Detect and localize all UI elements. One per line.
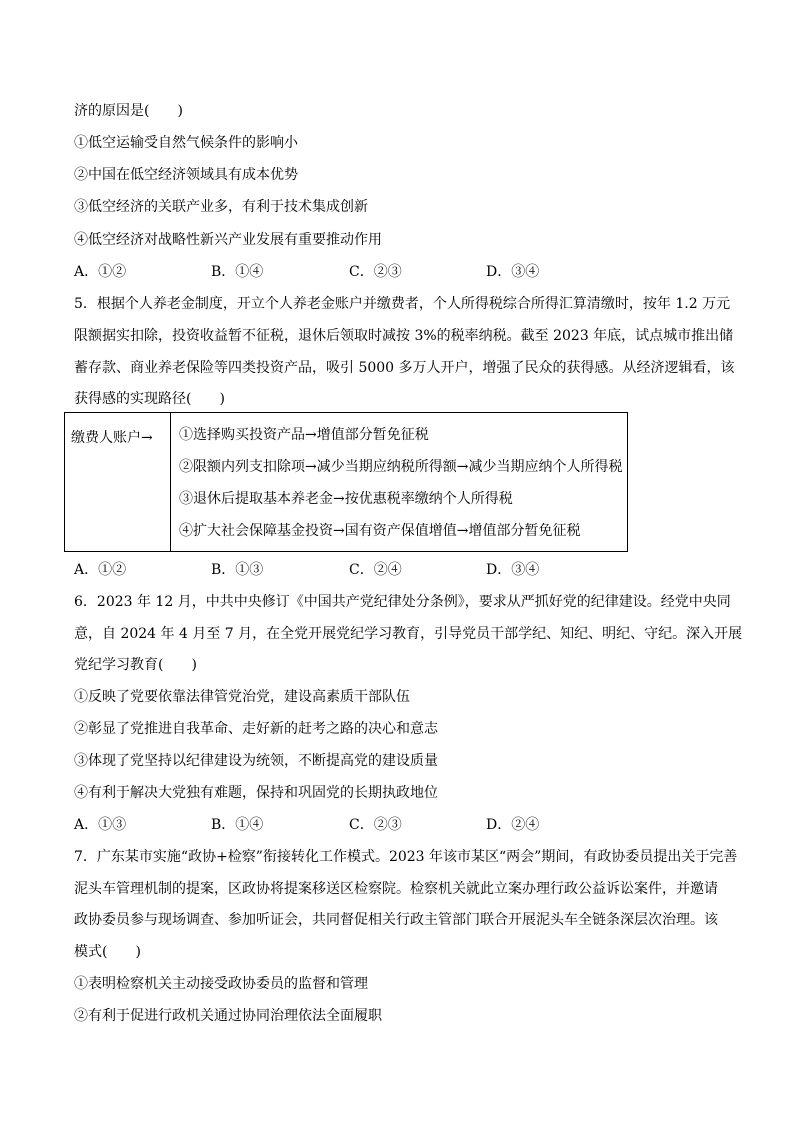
q5-stem-line-2: 限额据实扣除，投资收益暂不征税，退休后领取时减按 3%的税率纳税。截至 2023 年底，试点城市推出储 xyxy=(74,328,734,344)
q5-stem-line-3: 蓄存款、商业养老保险等四类投资产品，吸引 5000 多万人开户，增强了民众的获得感。从经济逻辑看，该 xyxy=(74,360,735,376)
q6-option-c: C．②③ xyxy=(349,817,402,833)
q5-step-3: ③退休后提取基本养老金→按优惠税率缴纳个人所得税 xyxy=(179,491,513,507)
q4-item-4: ④低空经济对战略性新兴产业发展有重要推动作用 xyxy=(74,232,382,248)
q7-stem-line-2: 泥头车管理机制的提案，区政协将提案移送区检察院。检察机关就此立案办理行政公益诉讼案件，并邀请 xyxy=(74,881,718,897)
q5-path-table xyxy=(64,412,628,552)
q5-table-lead: 缴费人账户→ xyxy=(65,413,171,552)
q5-step-2: ②限额内列支扣除项→减少当期应纳税所得额→减少当期应纳个人所得税 xyxy=(179,459,623,475)
q4-item-1: ①低空运输受自然气候条件的影响小 xyxy=(74,135,298,151)
q4-option-c: C．②③ xyxy=(349,264,402,280)
q6-item-1: ①反映了党要依靠法律管党治党，建设高素质干部队伍 xyxy=(74,689,410,705)
q4-stem-end: 济的原因是( ) xyxy=(74,103,183,119)
q7-stem-line-4: 模式( ) xyxy=(74,944,141,960)
q6-option-b: B．①④ xyxy=(211,817,264,833)
q5-stem-line-1: 5．根据个人养老金制度，开立个人养老金账户并缴费者，个人所得税综合所得汇算清缴时，按年 1.2 万元 xyxy=(74,296,731,312)
q5-option-d: D．③④ xyxy=(486,562,540,578)
q5-step-4: ④扩大社会保障基金投资→国有资产保值增值→增值部分暂免征税 xyxy=(179,523,581,539)
q6-item-2: ②彰显了党推进自我革命、走好新的赶考之路的决心和意志 xyxy=(74,721,438,737)
q6-stem-line-3: 党纪学习教育( ) xyxy=(74,657,197,673)
q4-option-a: A．①② xyxy=(74,264,127,280)
q4-item-2: ②中国在低空经济领域具有成本优势 xyxy=(74,167,298,183)
q6-option-d: D．②④ xyxy=(486,817,540,833)
q4-item-3: ③低空经济的关联产业多，有利于技术集成创新 xyxy=(74,199,368,215)
q4-option-d: D．③④ xyxy=(486,264,540,280)
q5-option-b: B．①③ xyxy=(211,562,264,578)
q7-stem-line-3: 政协委员参与现场调查、参加听证会，共同督促相关行政主管部门联合开展泥头车全链条深层次治理。该 xyxy=(74,912,718,928)
q7-item-1: ①表明检察机关主动接受政协委员的监督和管理 xyxy=(74,976,368,992)
q7-stem-line-1: 7．广东某市实施“政协+检察”衔接转化工作模式。2023 年该市某区“两会”期间，有政协委员提出关于完善 xyxy=(74,849,738,865)
q6-item-4: ④有利于解决大党独有难题，保持和巩固党的长期执政地位 xyxy=(74,785,438,801)
q5-step-1: ①选择购买投资产品→增值部分暂免征税 xyxy=(179,427,429,443)
q6-option-a: A．①③ xyxy=(74,817,127,833)
q5-stem-line-4: 获得感的实现路径( ) xyxy=(74,391,225,407)
q5-option-a: A．①② xyxy=(74,562,127,578)
q6-stem-line-2: 意，自 2024 年 4 月至 7 月，在全党开展党纪学习教育，引导党员干部学纪、知纪、明纪、守纪。深入开展 xyxy=(74,626,743,642)
q4-option-b: B．①④ xyxy=(211,264,264,280)
q6-stem-line-1: 6．2023 年 12 月，中共中央修订《中国共产党纪律处分条例》，要求从严抓好党的纪律建设。经党中央同 xyxy=(74,594,731,610)
q5-table-steps xyxy=(171,413,628,552)
q5-option-c: C．②④ xyxy=(349,562,402,578)
q7-item-2: ②有利于促进行政机关通过协同治理依法全面履职 xyxy=(74,1008,382,1024)
q6-item-3: ③体现了党坚持以纪律建设为统领，不断提高党的建设质量 xyxy=(74,753,438,769)
